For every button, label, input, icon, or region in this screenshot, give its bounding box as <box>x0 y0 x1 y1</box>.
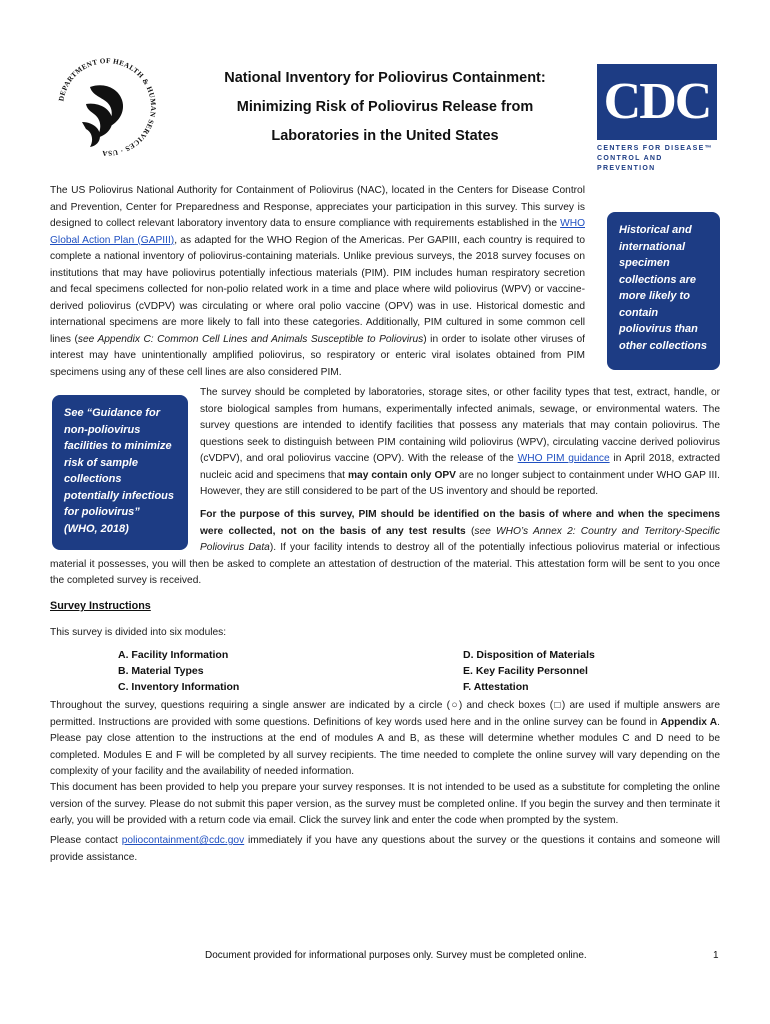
purpose-paragraph <box>50 507 720 590</box>
cdc-logo <box>597 64 717 174</box>
module-c: C. Inventory Information <box>118 681 240 693</box>
callout-left-text: See “Guidance for non-poliovirus facilities to minimize risk of sample collections potentially infectious for poliovirus” (WHO, 2018) <box>64 407 175 535</box>
footer-text: Document provided for informational purposes only. Survey must be completed online. <box>205 950 587 961</box>
cdc-tagline-2: CONTROL AND PREVENTION <box>597 155 663 172</box>
document-title <box>200 64 570 151</box>
cdc-logo-text: CDC <box>603 73 711 130</box>
contact-paragraph <box>50 833 720 866</box>
hhs-seal-text: DEPARTMENT OF HEALTH & HUMAN SERVICES · USA <box>57 56 158 158</box>
module-a: A. Facility Information <box>118 649 229 661</box>
svg-text:DEPARTMENT OF HEALTH & HUMAN S <box>57 57 157 157</box>
paper-version-paragraph: This document has been provided to help you prepare your survey responses. It is not intended to be used as a substitute for completing the online version of the survey. Please do not submit this paper version, as the survey must be completed online. If you begin the survey and then terminate it early, you will be provided with a return code via email. Click the survey link and enter the code when prompted by the system. <box>50 782 720 826</box>
cdc-tagline-1: CENTERS FOR DISEASE™ <box>597 145 713 152</box>
purpose-text-b: ). If your facility intends to destroy all of the potentially infectious poliovirus material or infectious material it possesses, you will then be asked to complete an attestation of destruction of the material. This attestation form will be sent to you once the completed survey is received. <box>50 542 721 586</box>
modules-intro: This survey is divided into six modules: <box>50 627 227 638</box>
instructions-text-a: Throughout the survey, questions requiring a single answer are indicated by a circle (○) and check boxes (□) are used if multiple answers are permitted. Instructions are provided with some questions. Definitions of key words used here and in the online survey can be found in <box>50 700 720 728</box>
scope-text-b: in April 2018, extracted nucleic acid and specimens that <box>200 453 720 481</box>
contact-text-a: Please contact <box>50 835 122 846</box>
scope-text-a: The survey should be completed by laboratories, storage sites, or other facility types that test, extract, handle, or store biological samples from humans, experimentally infected animals, sewage, or environmental waters. The survey questions are intended to identify facilities that possess any materials that may contain poliovirus. The questions seek to distinguish between PIM containing wild poliovirus (WPV), circulating vaccine derived poliovirus (cVDPV), and oral poliovirus vaccine (OPV). With the release of the <box>200 387 720 464</box>
cdc-logo-box <box>597 64 717 140</box>
survey-instructions-heading: Survey Instructions <box>50 600 151 612</box>
module-e: E. Key Facility Personnel <box>463 665 588 677</box>
gap-iii-link[interactable]: WHO Global Action Plan (GAPIII) <box>50 218 585 246</box>
module-d: D. Disposition of Materials <box>463 649 595 661</box>
scope-paragraph <box>200 385 720 501</box>
callout-historical-specimens <box>607 212 720 370</box>
cdc-tagline <box>597 144 717 174</box>
who-pim-guidance-link[interactable]: WHO PIM guidance <box>517 453 610 464</box>
intro-text-b: , as adapted for the WHO Region of the Americas. Per GAPIII, each country is required to complete a national inventory of poliovirus-containing materials. Unlike previous surveys, the 2018 survey focuses on institutions that may have poliovirus potentially infectious materials (PIM). PIM includes human respiratory secretion and fecal specimens collected for non-polio related work in a time and place where wild poliovirus (WPV) or vaccine-derived poliovirus (cVDPV) was circulating or where oral polio vaccine (OPV) was in use. Historical domestic and international specimens are more likely to fall into these categories. Additionally, PIM cultured in some common cell lines ( <box>50 234 586 345</box>
annex-2-reference: see WHO’s Annex 2: Country and Territory-Specific Poliovirus Data <box>200 525 721 553</box>
appendix-c-reference: see Appendix C: Common Cell Lines and Animals Susceptible to Poliovirus <box>77 333 424 345</box>
intro-text-c: ) in order to isolate other viruses of interest may have unintentionally amplified poliovirus, so respiratory or enteric viral isolates obtained from PIM specimens using any of these cell lines are also considered PIM. <box>50 333 585 378</box>
title-line-2: Minimizing Risk of Poliovirus Release from <box>236 99 534 115</box>
appendix-a-reference: Appendix A <box>660 716 718 728</box>
scope-text-c: are no longer subject to containment under WHO GAP III. However, they are still considered to be part of the US inventory and should be reported. <box>200 469 720 497</box>
title-line-1: National Inventory for Poliovirus Containment: <box>224 70 546 86</box>
modules-list-left <box>118 647 239 695</box>
scope-bold-opv: may contain only OPV <box>347 469 456 481</box>
purpose-bold: For the purpose of this survey, PIM should be identified on the basis of where and when the specimens were collected, not on the basis of any test results <box>200 509 720 537</box>
intro-text-a: The US Poliovirus National Authority for Containment of Poliovirus (NAC), located in the Centers for Disease Control and Prevention, Center for Preparedness and Response, appreciates your participation in this survey. This survey is designed to collect relevant laboratory inventory data to ensure compliance with requirements established in the <box>50 185 585 229</box>
page-number: 1 <box>713 950 719 961</box>
instructions-paragraph <box>50 698 720 781</box>
modules-list-right <box>463 647 595 695</box>
callout-spacer-left <box>50 507 200 555</box>
hhs-seal-logo <box>52 52 162 162</box>
module-b: B. Material Types <box>118 665 204 677</box>
instructions-text-b: . Please pay close attention to the instructions at the end of modules A and B, as these will determine whether modules C and D need to be completed. Modules E and F will be completed by all survey recipients. The time needed to complete the online survey will vary depending on the complexity of your facility and the availability of needed information. <box>50 716 720 777</box>
contact-text-b: immediately if you have any questions about the survey or the questions it contains and someone will provide assistance. <box>50 835 721 863</box>
contact-email-link[interactable]: poliocontainment@cdc.gov <box>121 835 245 846</box>
module-f: F. Attestation <box>463 681 529 693</box>
title-line-3: Laboratories in the United States <box>271 128 499 144</box>
purpose-text-a: ( <box>465 525 475 537</box>
callout-right-text: Historical and international specimen collections are more likely to contain poliovirus than other collections <box>619 224 708 352</box>
